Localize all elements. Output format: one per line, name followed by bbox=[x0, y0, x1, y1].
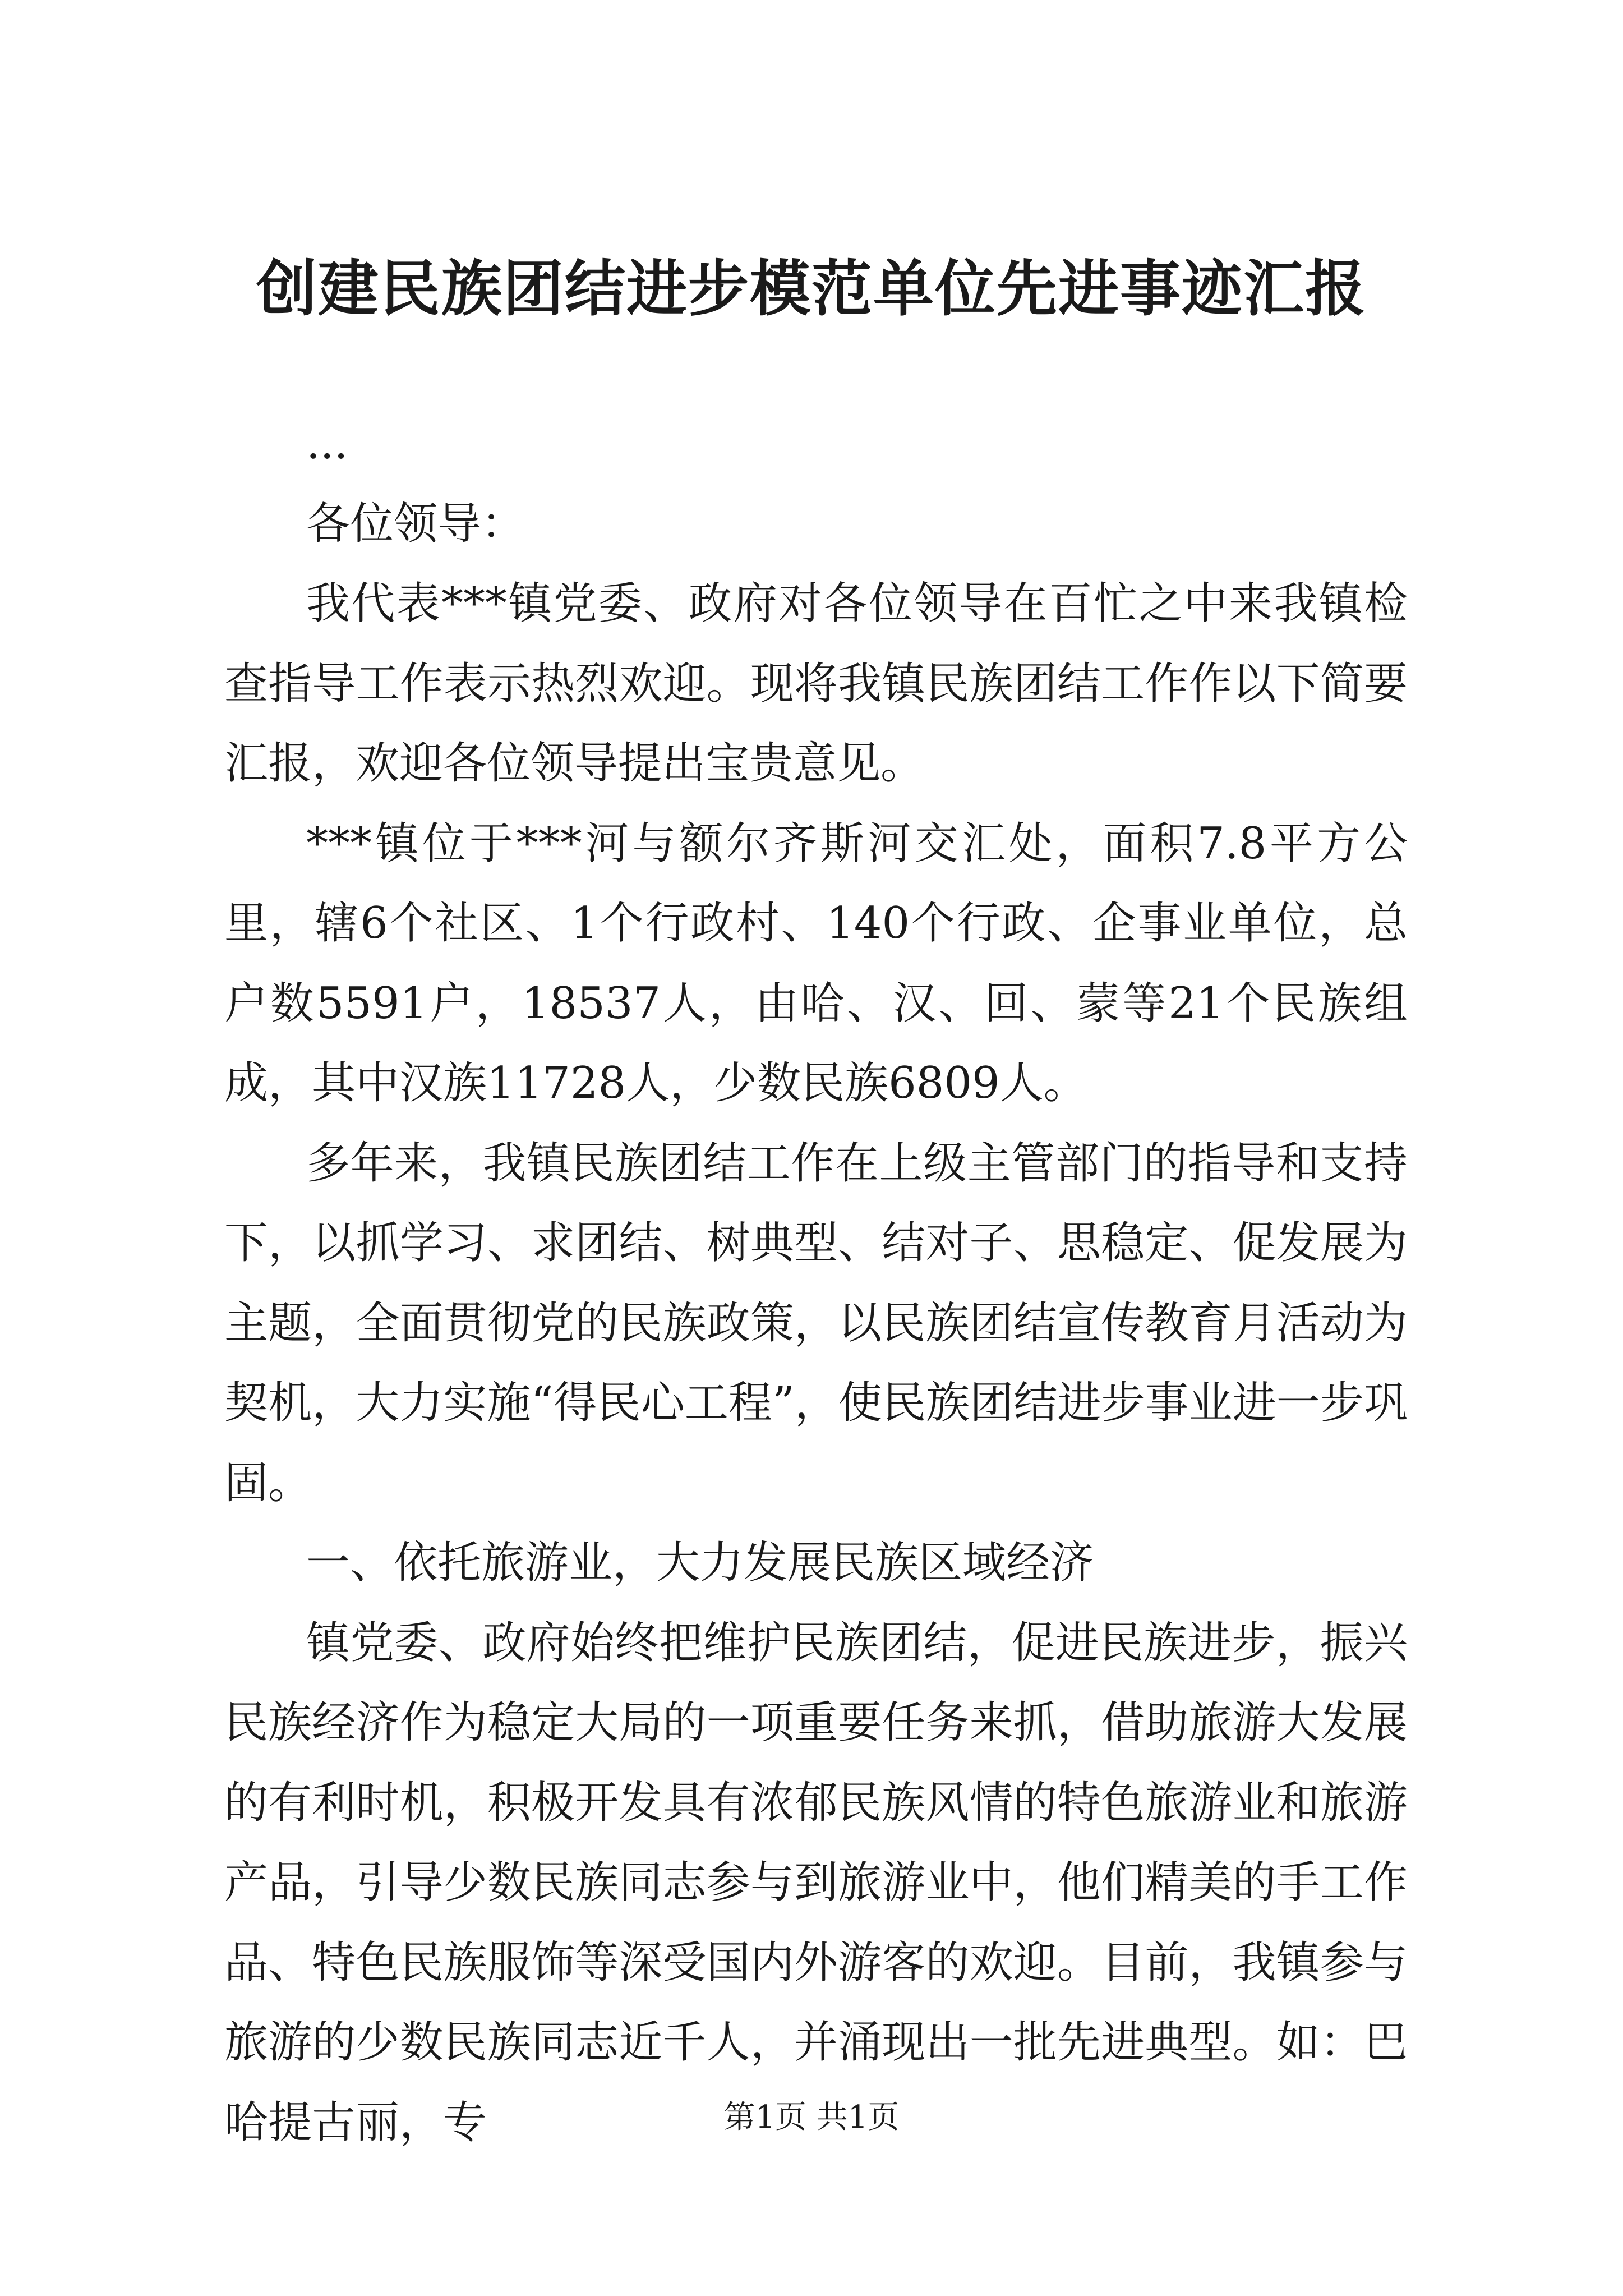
paragraph-welcome: 我代表***镇党委、政府对各位领导在百忙之中来我镇检查指导工作表示热烈欢迎。现将我镇民族团结工作作以下简要汇报，欢迎各位领导提出宝贵意见。 bbox=[224, 578, 1408, 789]
paragraph-ellipsis: ... bbox=[306, 418, 348, 469]
document-body bbox=[224, 404, 1408, 2162]
section-heading-1: 一、依托旅游业，大力发展民族区域经济 bbox=[306, 1538, 1094, 1588]
document-title: 创建民族团结进步模范单位先进事迹汇报 bbox=[256, 254, 1367, 324]
paragraph-salutation: 各位领导： bbox=[306, 498, 525, 549]
paragraph-work-summary: 多年来，我镇民族团结工作在上级主管部门的指导和支持下，以抓学习、求团结、树典型、结对子、思稳定、促发展为主题，全面贯彻党的民族政策，以民族团结宣传教育月活动为契机，大力实施“得民心工程”，使民族团结进步事业进一步巩固。 bbox=[224, 1138, 1408, 1508]
page-footer: 第1页 共1页 bbox=[723, 2099, 900, 2136]
paragraph-tourism: 镇党委、政府始终把维护民族团结，促进民族进步，振兴民族经济作为稳定大局的一项重要任务来抓，借助旅游大发展的有利时机，积极开发具有浓郁民族风情的特色旅游业和旅游产品，引导少数民族同志参与到旅游业中，他们精美的手工作品、特色民族服饰等深受国内外游客的欢迎。目前，我镇参与旅游的少数民族同志近千人，并涌现出一批先进典型。如：巴哈提古丽，专 bbox=[224, 1617, 1408, 2148]
paragraph-town-overview: ***镇位于***河与额尔齐斯河交汇处，面积7.8平方公里，辖6个社区、1个行政村、140个行政、企事业单位，总户数5591户，18537人，由哈、汉、回、蒙等21个民族组成，其中汉族11728人，少数民族6809人。 bbox=[224, 818, 1408, 1108]
